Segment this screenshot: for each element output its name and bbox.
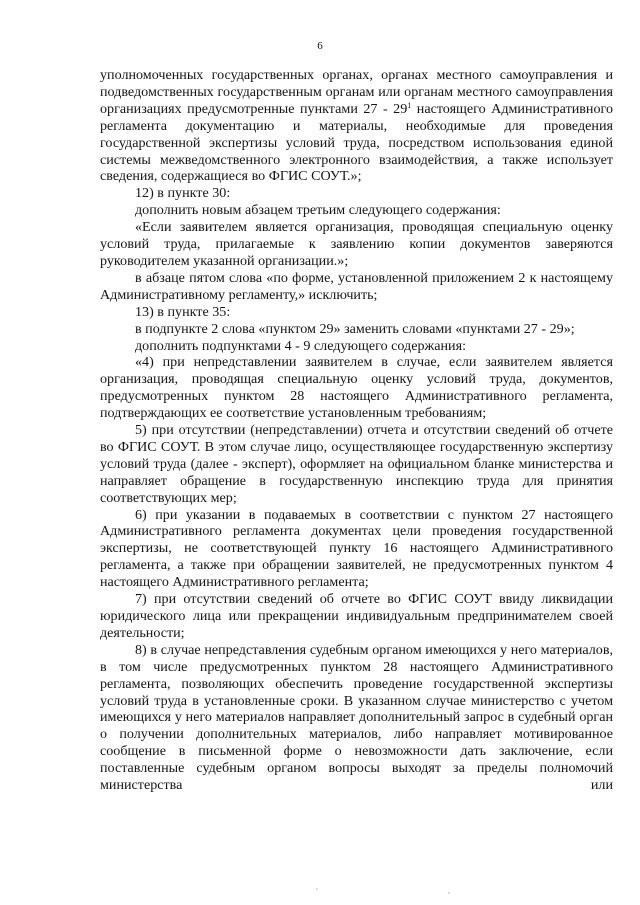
paragraph: в абзаце пятом слова «по форме, установленной приложением 2 к настоящему Административному регламенту,» исключить; <box>100 269 613 303</box>
document-body <box>100 67 613 794</box>
paragraph: 6) при указании в подаваемых в соответствии с пунктом 27 настоящего Административного регламента документах цели проведения государственной экспертизы, не соответствующей пункту 16 настоящего Административного регламента, а также при обращении заявителей, не предусмотренных пунктом 4 настоящего Административного регламента; <box>100 506 613 591</box>
paragraph: «4) при непредставлении заявителем в случае, если заявителем является организация, проводящая специальную оценку условий труда, документов, предусмотренных пунктом 28 настоящего Административного регламента, подтверждающих ее соответствие установленным требованиям; <box>100 354 613 422</box>
paragraph: в подпункте 2 слова «пунктом 29» заменить словами «пунктами 27 - 29»; <box>135 320 575 337</box>
page-number: 6 <box>317 40 323 52</box>
paragraph-text: уполномоченных государственных органах, органах местного самоуправления и подведомственных государственным органам или органам местного самоуправления организациях предусмотренные пунктами 27 - 29 <box>100 67 613 117</box>
paragraph: 5) при отсутствии (непредставлении) отчета и отсутствии сведений об отчете во ФГИС СОУТ. В этом случае лицо, осуществляющее государственную экспертизу условий труда (далее - эксперт), оформляет на официальном бланке министерства и направляет обращение в государственную инспекцию труда для принятия соответствующих мер; <box>100 422 613 506</box>
paragraph: дополнить новым абзацем третьим следующего содержания: <box>135 202 501 219</box>
scan-speck <box>316 888 318 890</box>
paragraph <box>100 67 613 185</box>
paragraph: «Если заявителем является организация, проводящая специальную оценку условий труда, прилагаемые к заявлению копии документов заверяются руководителем указанной организации.»; <box>100 219 613 269</box>
paragraph: дополнить подпунктами 4 - 9 следующего содержания: <box>135 337 466 354</box>
paragraph: 8) в случае непредставления судебным органом имеющихся у него материалов, в том числе предусмотренных пунктом 28 настоящего Административного регламента, позволяющих обеспечить проведение государственной экспертизы условий труда в установленные сроки. В указанном случае министерство с учетом имеющихся у него материалов направляет дополнительный запрос в судебный орган о получении дополнительных материалов, либо направляет мотивированное сообщение в письменной форме о невозможности дать заключение, если поставленные судебным органом вопросы выходят за пределы полномочий министерства или <box>100 641 613 794</box>
scan-speck <box>448 892 450 894</box>
paragraph: 12) в пункте 30: <box>135 185 231 202</box>
paragraph-text-continued: настоящего Административного регламента документацию и материалы, необходимые для проведения государственной экспертизы условий труда, посредством использования единой системы межведомственного электронного взаимодействия, а также использует сведения, содержащиеся во ФГИС СОУТ.»; <box>100 100 613 185</box>
paragraph: 13) в пункте 35: <box>135 303 231 320</box>
paragraph: 7) при отсутствии сведений об отчете во ФГИС СОУТ ввиду ликвидации юридического лица или прекращении индивидуальным предпринимателем своей деятельности; <box>100 591 613 641</box>
superscript: 1 <box>407 100 412 110</box>
